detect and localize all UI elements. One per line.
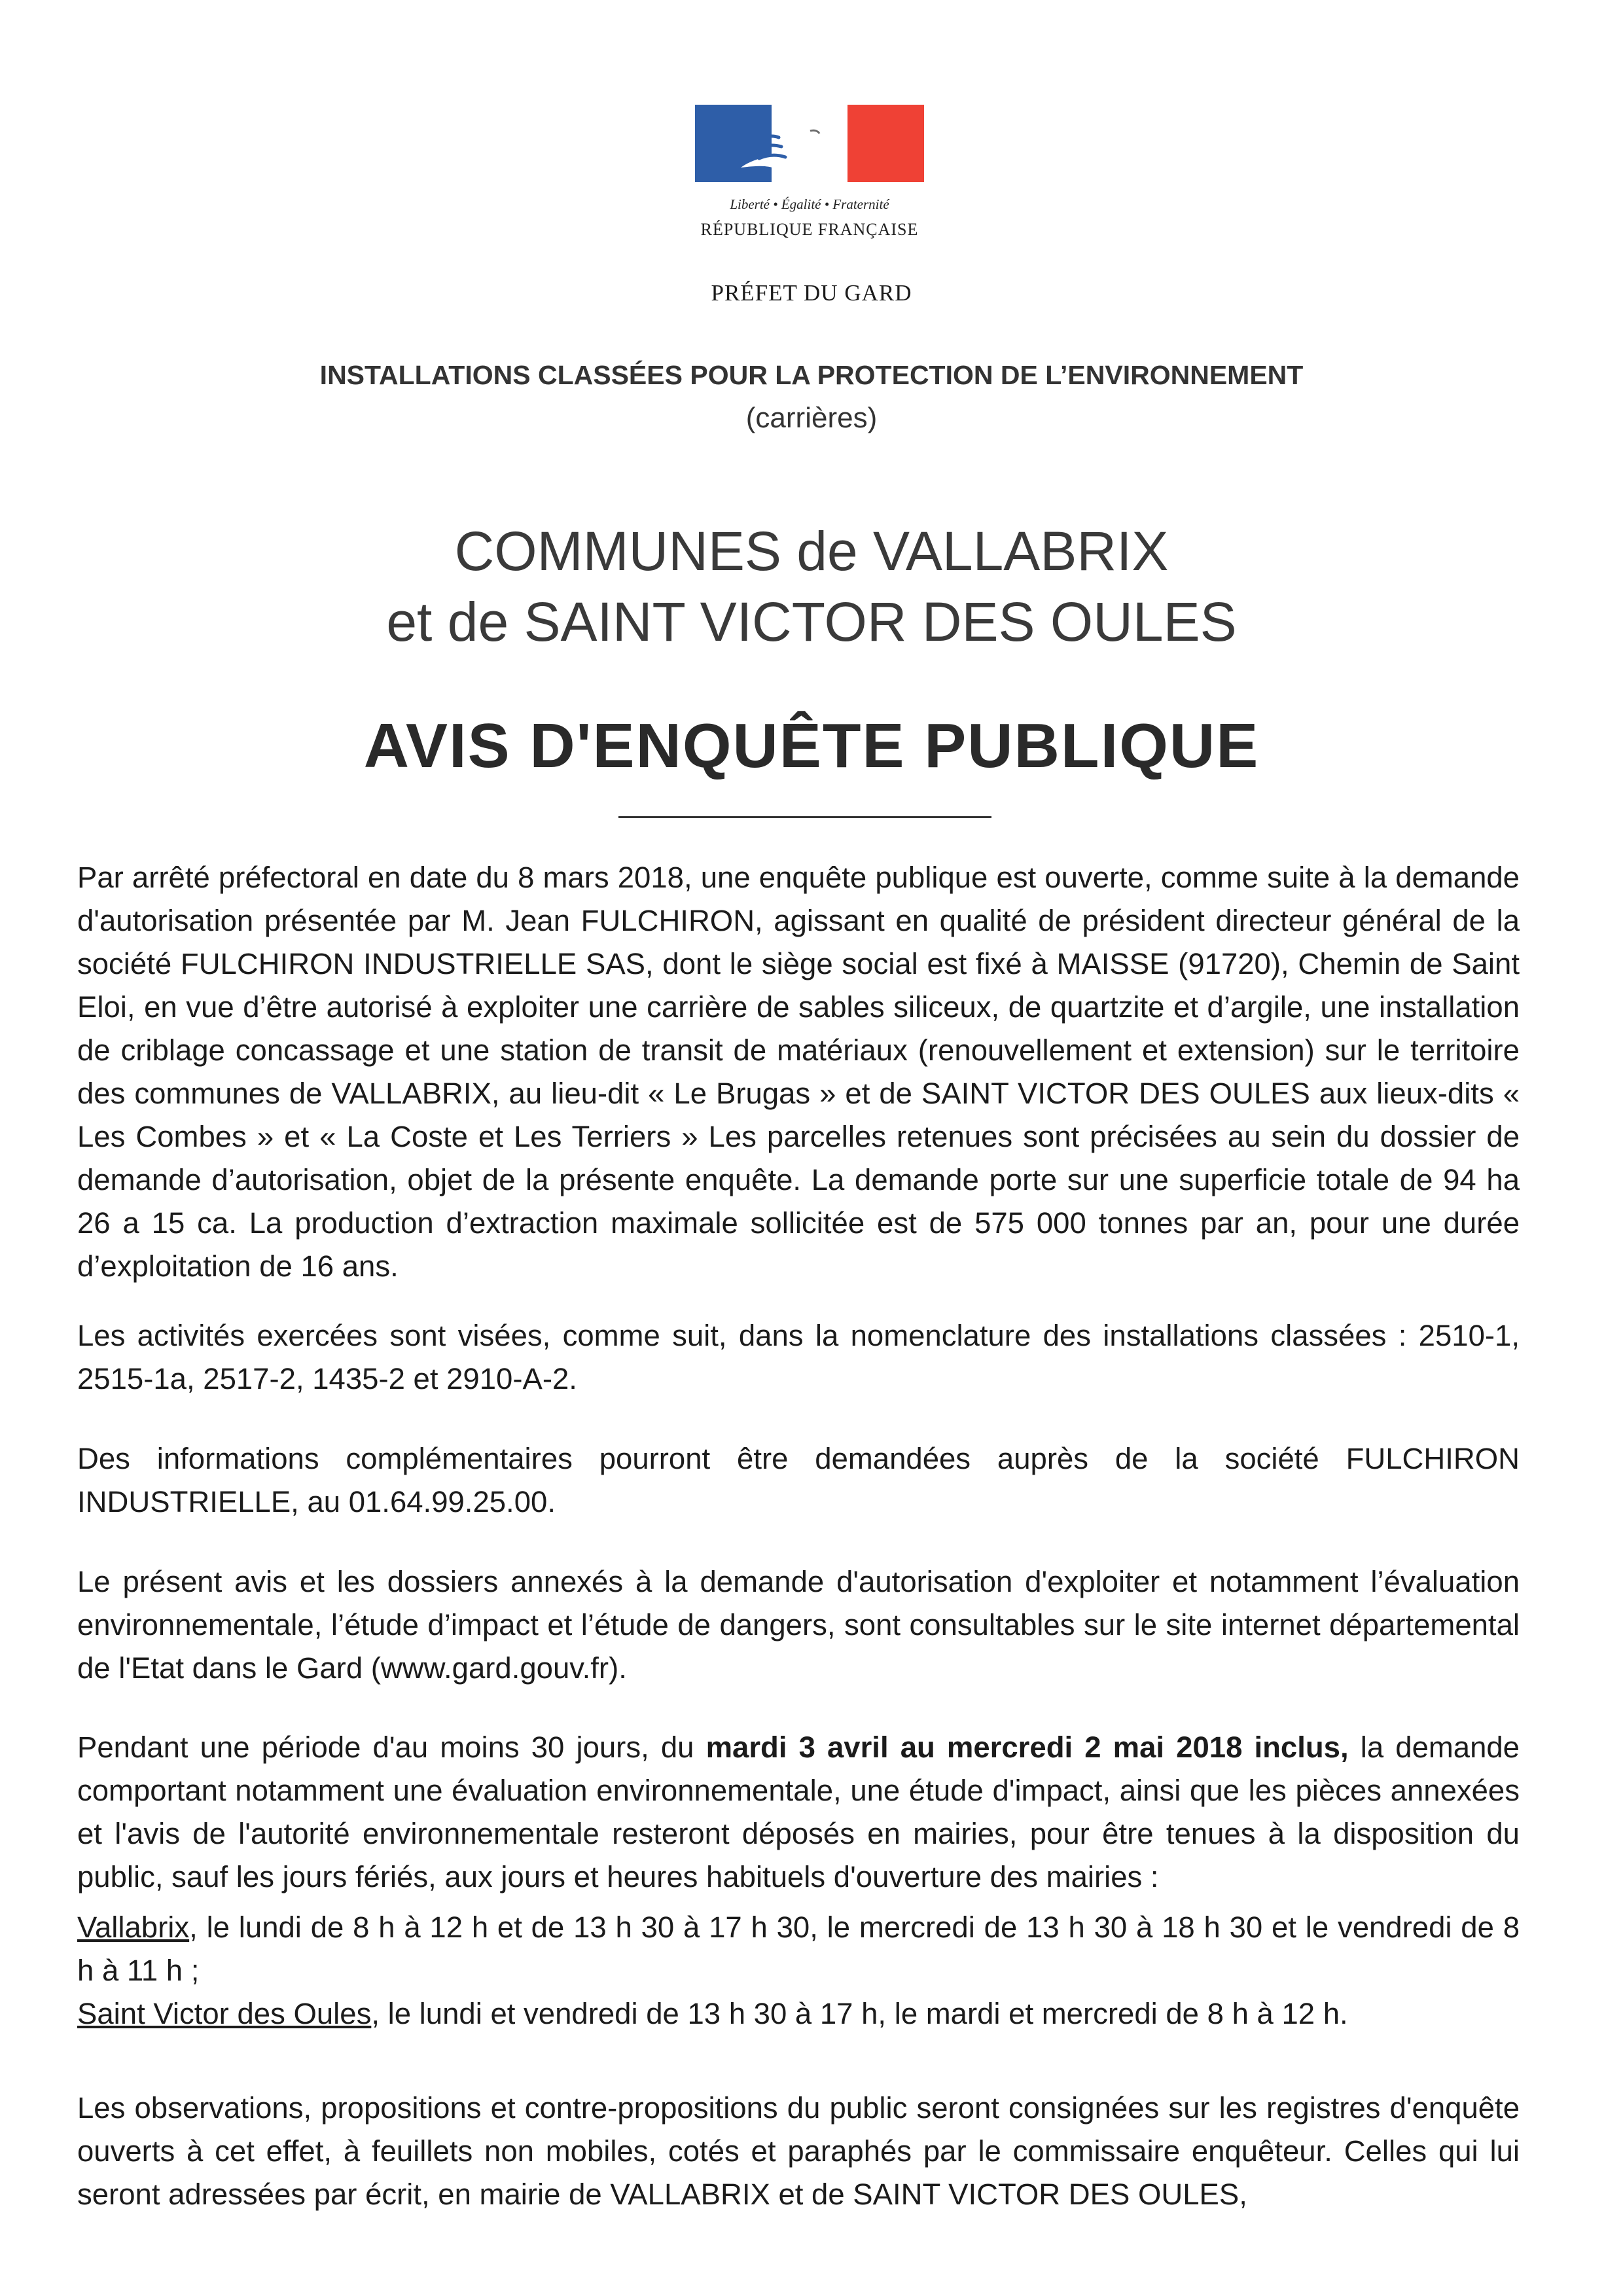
communes-title-line1: COMMUNES de VALLABRIX: [454, 520, 1169, 582]
title-divider: [618, 816, 991, 818]
paragraph-text: Le présent avis et les dossiers annexés à la demande d'autorisation d'exploiter et notamment l’évaluation environnementale, l’étude d’impact et l’étude de dangers, sont consultables sur le site internet départemental de l'Etat dans le Gard (www.gard.gouv.fr).: [77, 1565, 1520, 1685]
paragraph-informations: [77, 1437, 1520, 1524]
vallabrix-hours: [77, 1906, 1520, 1992]
marianne-logo: [695, 105, 924, 243]
paragraph-consultation: [77, 1560, 1520, 1690]
paragraph-nomenclature: [77, 1314, 1520, 1401]
paragraph-observations: [77, 2087, 1520, 2216]
paragraph-arrete: [77, 856, 1520, 1288]
communes-title: [0, 516, 1623, 657]
paragraph-text: Des informations complémentaires pourront être demandées auprès de la société FULCHIRON INDUSTRIELLE, au 01.64.99.25.00.: [77, 1442, 1520, 1518]
svo-name: Saint Victor des Oules: [77, 1997, 372, 2030]
republic-motto: Liberté • Égalité • Fraternité: [730, 196, 889, 212]
vallabrix-name: Vallabrix: [77, 1910, 190, 1944]
subcategory-heading: (carrières): [745, 402, 878, 434]
period-dates: mardi 3 avril au mercredi 2 mai 2018 inclus,: [705, 1731, 1349, 1764]
svo-hours-text: , le lundi et vendredi de 13 h 30 à 17 h, le mardi et mercredi de 8 h à 12 h.: [371, 1997, 1348, 2030]
vallabrix-hours-text: , le lundi de 8 h à 12 h et de 13 h 30 à 17 h 30, le mercredi de 13 h 30 à 18 h 30 et le vendredi de 8 h à 11 h ;: [77, 1910, 1520, 1987]
republique-francaise-label: RÉPUBLIQUE FRANÇAISE: [700, 220, 919, 239]
category-heading: INSTALLATIONS CLASSÉES POUR LA PROTECTION DE L’ENVIRONNEMENT: [319, 360, 1304, 390]
avis-title: AVIS D'ENQUÊTE PUBLIQUE: [363, 711, 1260, 781]
period-text-end: la demande comportant notamment une évaluation environnementale, une étude d'impact, ainsi que les pièces annexées et l'avis de l'autorité environnementale resteront déposés en mairies, pour être tenues à la disposition du public, sauf les jours fériés, aux jours et heures habituels d'ouverture des mairies :: [77, 1731, 1520, 1893]
paragraph-periode: [77, 1726, 1520, 1899]
paragraph-text: Par arrêté préfectoral en date du 8 mars 2018, une enquête publique est ouverte, comme suite à la demande d'autorisation présentée par M. Jean FULCHIRON, agissant en qualité de président directeur général de la société FULCHIRON INDUSTRIELLE SAS, dont le siège social est fixé à MAISSE (91720), Chemin de Saint Eloi, en vue d’être autorisé à exploiter une carrière de sables siliceux, de quartzite et d’argile, une installation de criblage concassage et une station de transit de matériaux (renouvellement et extension) sur le territoire des communes de VALLABRIX, au lieu-dit « Le Brugas » et de SAINT VICTOR DES OULES aux lieux-dits « Les Combes » et « La Coste et Les Terriers » Les parcelles retenues sont précisées au sein du dossier de demande d’autorisation, objet de la présente enquête. La demande porte sur une superficie totale de 94 ha 26 a 15 ca. La production d’extraction maximale sollicitée est de 575 000 tonnes par an, pour une durée d’exploitation de 16 ans.: [77, 861, 1520, 1283]
mairie-hours: [77, 1906, 1520, 2036]
period-text-start: Pendant une période d'au moins 30 jours, du: [77, 1731, 706, 1764]
paragraph-text: Les observations, propositions et contre-propositions du public seront consignées sur les registres d'enquête ouverts à cet effet, à feuillets non mobiles, cotés et paraphés par le commissaire enquêteur. Celles qui lui seront adressées par écrit, en mairie de VALLABRIX et de SAINT VICTOR DES OULES,: [77, 2091, 1520, 2211]
prefet-label: PRÉFET DU GARD: [711, 280, 912, 306]
tricolor-flag-icon: [695, 105, 924, 182]
svo-hours: [77, 1992, 1520, 2036]
paragraph-text: Les activités exercées sont visées, comme suit, dans la nomenclature des installations classées : 2510-1, 2515-1a, 2517-2, 1435-2 et 2910-A-2.: [77, 1319, 1520, 1395]
communes-title-line2: et de SAINT VICTOR DES OULES: [386, 591, 1237, 653]
